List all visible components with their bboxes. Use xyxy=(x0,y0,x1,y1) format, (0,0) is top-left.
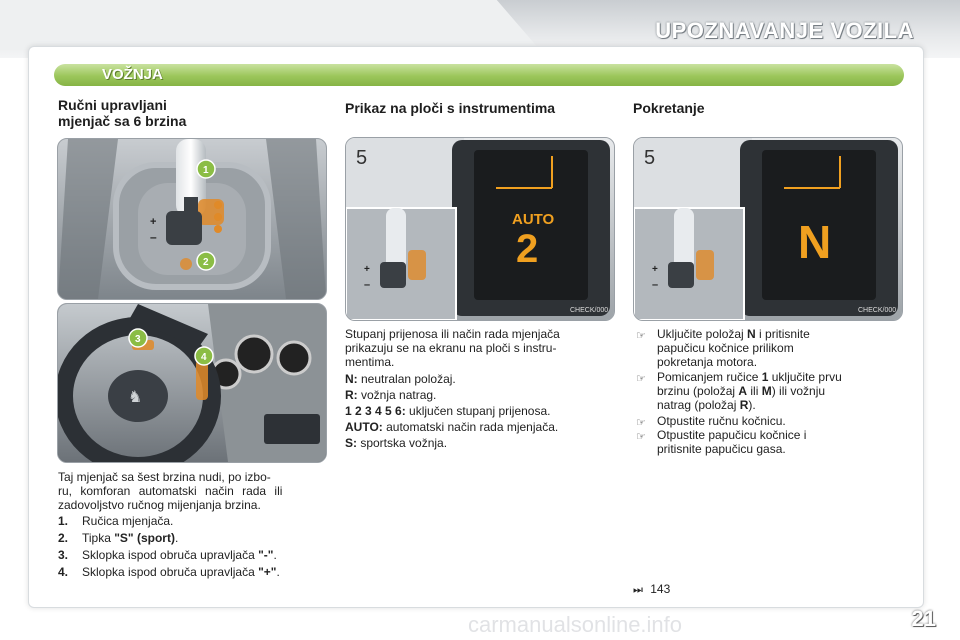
hand-pointer-icon: ☞ xyxy=(636,417,646,429)
ref-page: 143 xyxy=(650,582,671,596)
item-text: Tipka xyxy=(82,531,115,545)
step-bold: N xyxy=(747,327,756,341)
svg-text:–: – xyxy=(150,230,157,244)
col2-intro-line2: prikazuju se na ekranu na ploči s instru- xyxy=(345,341,557,355)
col1-intro-line3: zadovoljstvo ručnog mijenjanja brzina. xyxy=(58,498,261,512)
svg-text:+: + xyxy=(652,264,658,275)
step-text: Uključite položaj xyxy=(657,327,748,341)
step-text: ) ili vožnju xyxy=(771,384,826,398)
step-text: Otpustite papučicu kočnice i xyxy=(657,428,807,442)
header-notch xyxy=(0,0,540,50)
col3-step-1 xyxy=(657,327,810,369)
step-bold: R xyxy=(739,398,749,412)
hand-pointer-icon: ☞ xyxy=(636,373,646,385)
check-text: CHECK/000 xyxy=(858,307,897,314)
col2-def-auto xyxy=(345,420,558,434)
step-text: ili xyxy=(747,384,762,398)
item-tail: . xyxy=(273,548,277,562)
display-mode: AUTO xyxy=(512,211,555,228)
col2-intro-line1: Stupanj prijenosa ili način rada mjenjača xyxy=(345,327,560,341)
def-key: R: xyxy=(345,388,358,402)
fast-forward-icon: ⏭ xyxy=(633,584,643,596)
callout-1: 1 xyxy=(203,165,209,176)
col3-step-4 xyxy=(657,428,806,456)
page-reference[interactable] xyxy=(633,582,670,597)
def-key: N: xyxy=(345,372,358,386)
def-text: sportska vožnja. xyxy=(357,436,448,450)
col1-title xyxy=(58,97,186,129)
def-key: AUTO: xyxy=(345,420,383,434)
item-text: Sklopka ispod obruča upravljača xyxy=(82,548,259,562)
item-bold: "+" xyxy=(258,565,277,579)
svg-text:+: + xyxy=(150,216,157,228)
col1-title-line1: Ručni upravljani xyxy=(58,97,167,113)
section-label: VOŽNJA xyxy=(102,66,163,83)
col2-def-gears xyxy=(345,404,550,418)
display-value: N xyxy=(798,216,832,268)
page-number: 21 xyxy=(911,606,936,631)
step-bold: 1 xyxy=(761,370,769,384)
col1-item-1 xyxy=(58,514,173,528)
def-key: S: xyxy=(345,436,357,450)
col1-item-2 xyxy=(58,531,178,545)
step-text: ). xyxy=(748,398,756,412)
steering-wheel-photo xyxy=(57,303,327,463)
def-text: neutralan položaj. xyxy=(357,372,456,386)
step-text: pritisnite papučicu gasa. xyxy=(657,442,786,456)
step-text: Otpustite ručnu kočnicu. xyxy=(657,414,786,428)
step-text: uključite prvu xyxy=(768,370,842,384)
callout-4: 4 xyxy=(201,352,207,363)
item-bold: "S" (sport) xyxy=(114,531,175,545)
col2-def-r xyxy=(345,388,436,402)
instrument-display-neutral-photo xyxy=(633,137,903,321)
item-bold: "-" xyxy=(258,548,274,562)
dial-number: 5 xyxy=(644,147,656,169)
col2-def-n xyxy=(345,372,456,386)
col1-item-4 xyxy=(58,565,280,579)
step-text: natrag (položaj xyxy=(657,398,740,412)
instrument-display-auto-photo xyxy=(345,137,615,321)
item-text: Sklopka ispod obruča upravljača xyxy=(82,565,259,579)
watermark: carmanualsonline.info xyxy=(468,612,683,637)
col1-title-line2: mjenjač sa 6 brzina xyxy=(58,113,187,129)
hand-pointer-icon: ☞ xyxy=(636,330,646,342)
item-number: 2. xyxy=(58,531,69,545)
step-text: papučicu kočnice prilikom xyxy=(657,341,794,355)
col2-intro-line3: mentima. xyxy=(345,355,395,369)
step-bold: M xyxy=(761,384,772,398)
check-text: CHECK/000 xyxy=(570,307,609,314)
step-text: pokretanja motora. xyxy=(657,355,758,369)
def-key: 1 2 3 4 5 6: xyxy=(345,404,406,418)
gear-selector-photo xyxy=(57,138,327,300)
step-bold: A xyxy=(738,384,748,398)
col2-def-s xyxy=(345,436,447,450)
col1-intro xyxy=(58,470,326,512)
col1-intro-line1: Taj mjenjač sa šest brzina nudi, po izbo- xyxy=(58,470,271,484)
hand-pointer-icon: ☞ xyxy=(636,431,646,443)
step-text: brzinu (položaj xyxy=(657,384,739,398)
def-text: automatski način rada mjenjača. xyxy=(382,420,559,434)
col1-intro-line2: ru, komforan automatski način rada ili xyxy=(58,484,283,498)
item-number: 3. xyxy=(58,548,69,562)
item-text: Ručica mjenjača. xyxy=(82,514,174,528)
svg-text:+: + xyxy=(364,264,370,275)
callout-3: 3 xyxy=(135,334,141,345)
svg-text:♞: ♞ xyxy=(128,389,143,406)
step-text: Pomicanjem ručice xyxy=(657,370,762,384)
section-bar xyxy=(54,64,904,86)
callout-2: 2 xyxy=(203,257,209,268)
svg-text:–: – xyxy=(652,279,659,291)
item-number: 4. xyxy=(58,565,69,579)
svg-text:–: – xyxy=(364,279,371,291)
def-text: uključen stupanj prijenosa. xyxy=(405,404,551,418)
page-title: UPOZNAVANJE VOZILA xyxy=(655,18,914,43)
col2-intro xyxy=(345,327,615,369)
dial-number: 5 xyxy=(356,147,368,169)
step-text: i pritisnite xyxy=(755,327,810,341)
item-tail: . xyxy=(174,531,179,545)
col3-step-3 xyxy=(657,414,786,428)
def-text: vožnja natrag. xyxy=(357,388,437,402)
col2-title: Prikaz na ploči s instrumentima xyxy=(345,100,556,116)
item-number: 1. xyxy=(58,514,69,528)
col3-step-2 xyxy=(657,370,842,412)
item-tail: . xyxy=(276,565,280,579)
col1-item-3 xyxy=(58,548,277,562)
display-value: 2 xyxy=(516,227,539,271)
col3-title: Pokretanje xyxy=(633,100,705,116)
